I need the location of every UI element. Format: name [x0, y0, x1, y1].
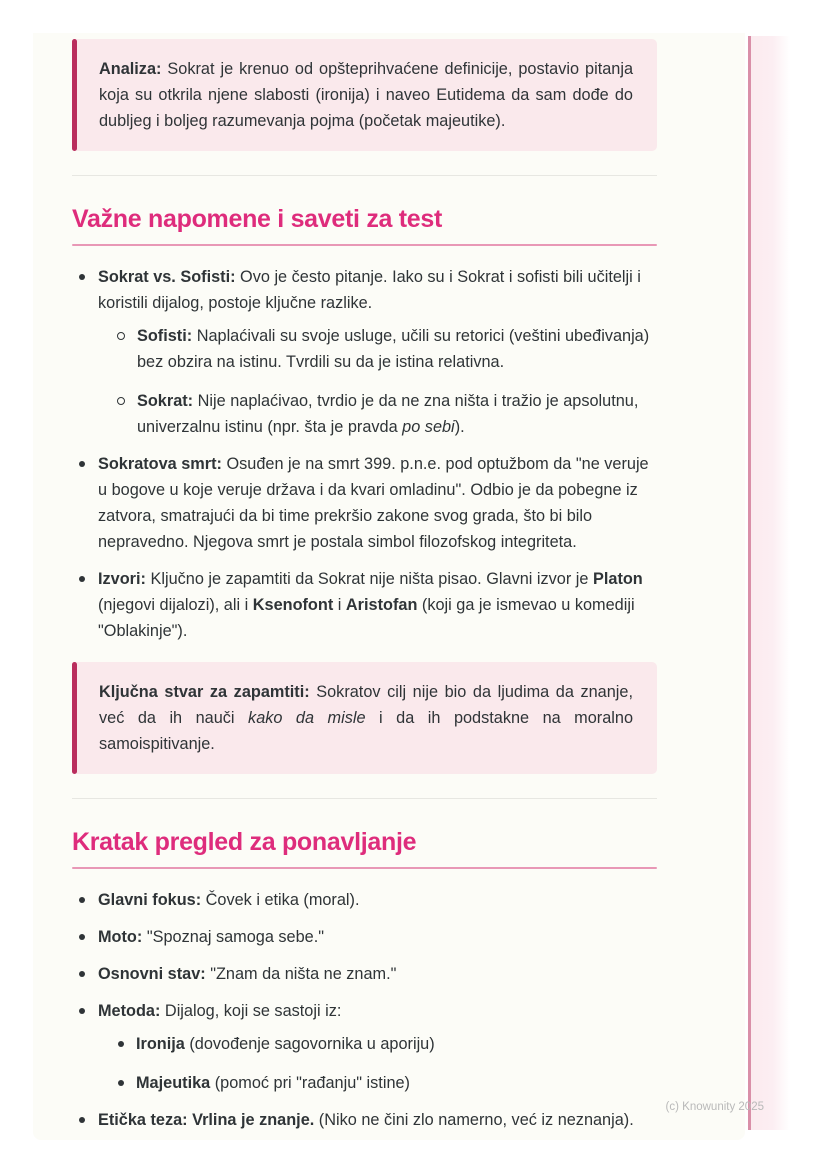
disc-bullet-icon — [118, 1080, 124, 1086]
list-item-text: Moto: "Spoznaj samoga sebe." — [98, 928, 325, 946]
disc-bullet-icon — [79, 897, 85, 903]
list-item — [72, 961, 657, 987]
document-page — [33, 33, 745, 1140]
callout-text: Analiza: Sokrat je krenuo od opšteprihvaćene definicije, postavio pitanja koja su otkrila njene slabosti (ironija) i naveo Eutidema da sam dođe do dubljeg i boljeg razumevanja pojma (početak majeutike). — [99, 60, 633, 130]
section-divider — [72, 175, 657, 176]
list-item-text: Etička teza: Vrlina je znanje. (Niko ne čini zlo namerno, već iz neznanja). — [98, 1111, 634, 1129]
list-item — [115, 1031, 657, 1057]
list-item-text: Glavni fokus: Čovek i etika (moral). — [98, 891, 360, 909]
watermark: (c) Knowunity 2025 — [665, 1101, 764, 1113]
list-item-text: Izvori: Ključno je zapamtiti da Sokrat nije ništa pisao. Glavni izvor je Platon (njegovi dijalozi), ali i Ksenofont i Aristofan (koji ga je ismevao u komediji "Oblakinje"). — [98, 570, 643, 640]
disc-bullet-icon — [79, 461, 85, 467]
callout-text: Ključna stvar za zapamtiti: Sokratov cilj nije bio da ljudima da znanje, već da ih nauči kako da misle i da ih podstakne na moralno samoispitivanje. — [99, 683, 634, 753]
list-item — [72, 887, 657, 913]
disc-bullet-icon — [118, 1041, 124, 1047]
bullet-list — [72, 264, 657, 644]
list-item-text: Sokrat vs. Sofisti: Ovo je često pitanje. Iako su i Sokrat i sofisti bili učitelji i koristili dijalog, postoje ključne razlike. — [98, 268, 641, 312]
callout-accent-bar — [72, 39, 77, 151]
list-item — [72, 924, 657, 950]
callout-accent-bar — [72, 662, 77, 774]
list-item-text: Sokratova smrt: Osuđen je na smrt 399. p.n.e. pod optužbom da "ne veruje u bogove u koje veruje država i da kvari omladinu". Odbio je da pobegne iz zatvora, smatrajući da bi time prekršio zakone svog grada, što bi bilo nepravedno. Njegova smrt je postala simbol filozofskog integriteta. — [98, 455, 649, 551]
heading-underline — [72, 244, 657, 246]
list-item — [72, 264, 657, 440]
section-title: Važne napomene i saveti za test — [72, 205, 443, 233]
list-item — [72, 451, 657, 555]
list-item — [72, 998, 657, 1096]
list-item-text: Metoda: Dijalog, koji se sastoji iz: — [98, 1002, 342, 1020]
list-item — [115, 323, 657, 375]
list-item — [115, 388, 657, 440]
list-item-text: Ironija (dovođenje sagovornika u aporiju) — [136, 1035, 435, 1053]
key-takeaway-callout — [72, 662, 657, 774]
disc-bullet-icon — [79, 576, 85, 582]
list-item-text: Majeutika (pomoć pri "rađanju" istine) — [136, 1074, 410, 1092]
disc-bullet-icon — [79, 934, 85, 940]
disc-bullet-icon — [79, 274, 85, 280]
disc-bullet-icon — [79, 1008, 85, 1014]
disc-bullet-icon — [79, 971, 85, 977]
section-title: Kratak pregled za ponavljanje — [72, 828, 417, 856]
list-item-text: Sofisti: Naplaćivali su svoje usluge, učili su retorici (veštini ubeđivanja) bez obzira na istinu. Tvrdili su da je istina relativna. — [137, 327, 650, 371]
bullet-list — [72, 887, 657, 1133]
list-item — [72, 566, 657, 644]
circle-bullet-icon — [117, 332, 125, 340]
analysis-callout — [72, 39, 657, 151]
list-item — [72, 1107, 657, 1133]
sub-bullet-list — [98, 1031, 657, 1096]
list-item-text: Osnovni stav: "Znam da ništa ne znam." — [98, 965, 397, 983]
list-item — [115, 1070, 657, 1096]
heading-underline — [72, 867, 657, 869]
disc-bullet-icon — [79, 1117, 85, 1123]
list-item-text: Sokrat: Nije naplaćivao, tvrdio je da ne zna ništa i tražio je apsolutnu, univerzalnu istinu (npr. šta je pravda po sebi). — [137, 392, 639, 436]
circle-bullet-icon — [117, 397, 125, 405]
adjacent-page-accent — [748, 36, 790, 1130]
sub-bullet-list — [98, 323, 657, 440]
section-divider — [72, 798, 657, 799]
